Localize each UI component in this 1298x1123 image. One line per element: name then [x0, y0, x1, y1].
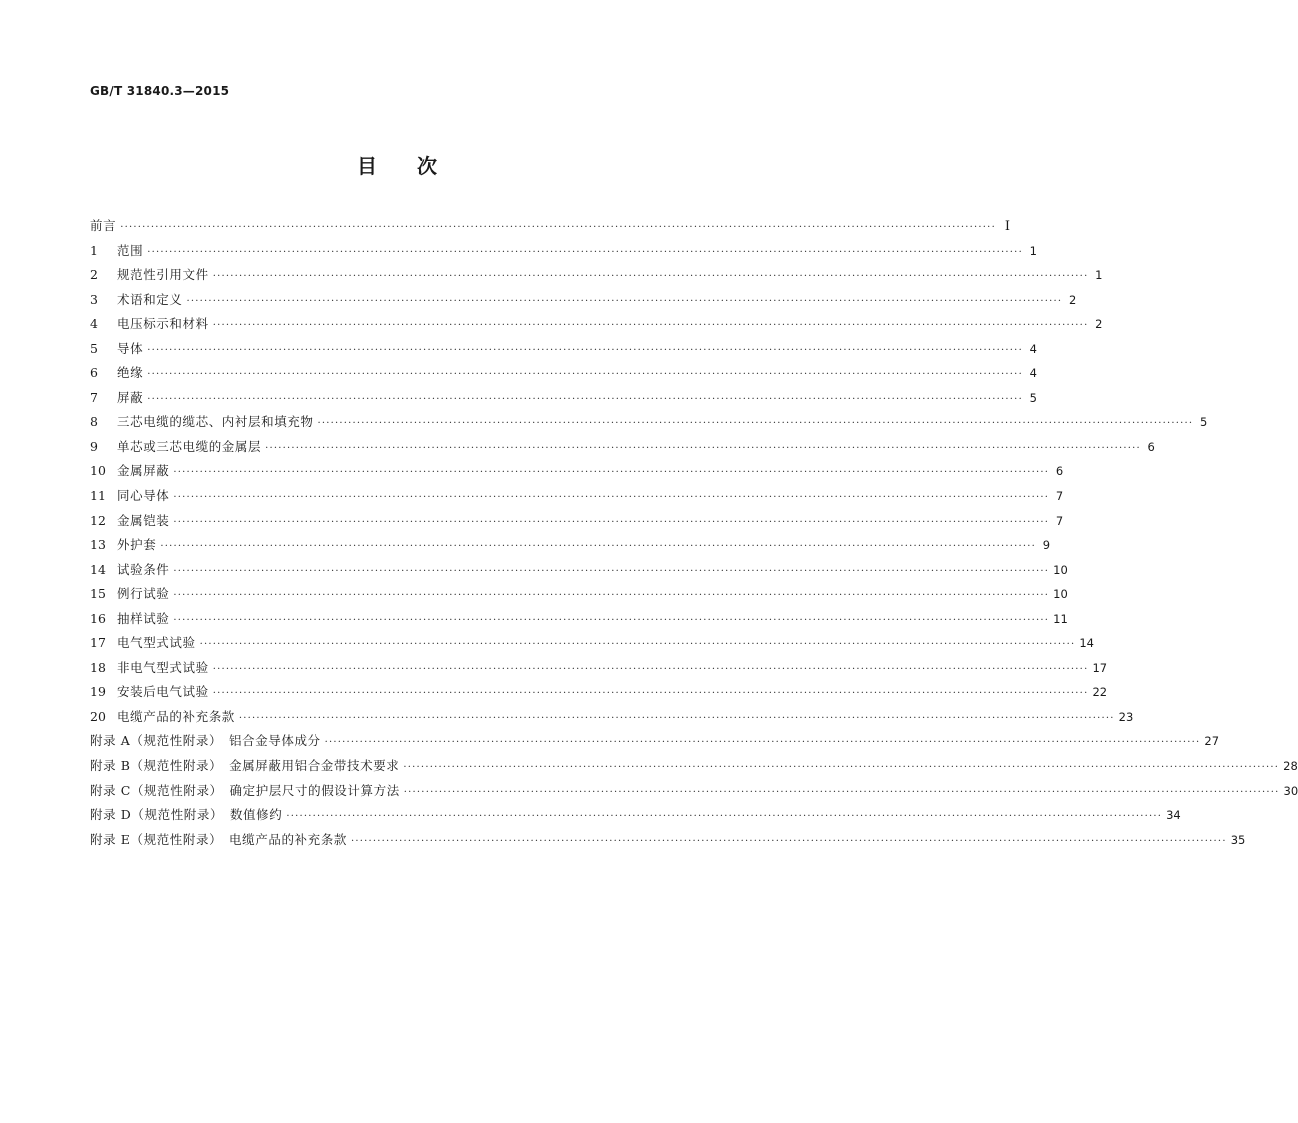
toc-entry-title: 附录 D（规范性附录） 数值修约: [90, 807, 283, 823]
toc-leader-dots: ········································································································································································································: [212, 663, 1089, 675]
table-of-contents: [90, 216, 1298, 854]
toc-entry-page: 2: [1095, 317, 1103, 332]
toc-entry[interactable]: [90, 658, 1108, 683]
toc-entry-page: 14: [1079, 636, 1094, 651]
toc-entry-number: 11: [90, 488, 106, 504]
toc-entry-title: 附录 C（规范性附录） 确定护层尺寸的假设计算方法: [90, 782, 400, 798]
toc-entry-title: 试验条件: [117, 561, 170, 577]
toc-entry-page: 1: [1029, 243, 1037, 258]
toc-entry[interactable]: [90, 437, 1155, 462]
toc-leader-dots: ········································································································································································································: [199, 639, 1076, 651]
toc-entry[interactable]: [90, 486, 1064, 511]
toc-entry-title: 金属屏蔽: [117, 463, 170, 479]
toc-entry[interactable]: [90, 290, 1077, 315]
toc-entry-number: 6: [90, 365, 98, 381]
toc-entry-page: 10: [1053, 562, 1068, 577]
toc-leader-dots: ········································································································································································································: [324, 737, 1201, 749]
toc-leader-dots: ········································································································································································································: [173, 467, 1050, 479]
toc-entry[interactable]: [90, 830, 1246, 855]
toc-entry[interactable]: [90, 241, 1037, 266]
toc-entry[interactable]: [90, 633, 1094, 658]
toc-entry-page: 27: [1204, 734, 1220, 749]
toc-entry-page: 7: [1055, 489, 1064, 504]
toc-entry[interactable]: [90, 707, 1134, 732]
toc-entry[interactable]: [90, 609, 1068, 634]
toc-entry-title: 非电气型式试验: [117, 659, 209, 675]
toc-entry-title: 同心导体: [117, 488, 170, 504]
toc-entry-title: 屏蔽: [117, 389, 144, 405]
toc-entry-number: 13: [90, 537, 106, 553]
toc-entry-number: 17: [90, 635, 106, 651]
toc-leader-dots: ········································································································································································································: [147, 246, 1023, 258]
toc-entry-number: 3: [90, 291, 98, 307]
toc-entry-number: 19: [90, 684, 106, 700]
toc-entry-title: 外护套: [117, 537, 157, 553]
toc-entry-page: 10: [1053, 587, 1068, 602]
toc-entry[interactable]: [90, 265, 1103, 290]
toc-leader-dots: ········································································································································································································: [147, 369, 1023, 381]
toc-entry[interactable]: [90, 511, 1064, 536]
toc-entry-page: 5: [1029, 390, 1037, 405]
toc-entry-title: 电缆产品的补充条款: [117, 708, 235, 724]
toc-entry-page: 22: [1092, 685, 1108, 700]
page-title: 目 次: [357, 154, 437, 178]
toc-entry-title: 附录 B（规范性附录） 金属屏蔽用铝合金带技术要求: [90, 758, 400, 774]
toc-entry-page: 35: [1230, 832, 1246, 847]
toc-entry-title: 例行试验: [117, 586, 170, 602]
toc-entry[interactable]: [90, 216, 1010, 241]
toc-entry-page: Ⅰ: [1004, 219, 1010, 234]
toc-leader-dots: ········································································································································································································: [403, 786, 1280, 798]
toc-entry-title: 安装后电气试验: [117, 684, 209, 700]
toc-entry-number: 8: [90, 414, 98, 430]
toc-entry-page: 17: [1092, 660, 1108, 675]
toc-entry[interactable]: [90, 461, 1064, 486]
toc-entry[interactable]: [90, 363, 1037, 388]
toc-entry-title: 绝缘: [117, 365, 144, 381]
toc-entry-page: 4: [1029, 341, 1037, 356]
toc-entry-title: 导体: [117, 340, 144, 356]
toc-leader-dots: ········································································································································································································: [173, 516, 1050, 528]
toc-entry[interactable]: [90, 781, 1298, 806]
toc-entry-title: 单芯或三芯电缆的金属层: [117, 438, 262, 454]
toc-entry-title: 抽样试验: [117, 610, 170, 626]
toc-entry-title: 范围: [117, 242, 144, 258]
toc-entry-number: 7: [90, 389, 98, 405]
toc-entry-number: 16: [90, 610, 106, 626]
toc-entry-title: 金属铠装: [117, 512, 170, 528]
toc-entry[interactable]: [90, 412, 1208, 437]
toc-leader-dots: ········································································································································································································: [317, 418, 1194, 430]
toc-entry-title: 附录 A（规范性附录） 铝合金导体成分: [90, 733, 321, 749]
toc-entry[interactable]: [90, 388, 1037, 413]
toc-entry-number: 9: [90, 438, 98, 454]
toc-leader-dots: ········································································································································································································: [212, 271, 1089, 283]
toc-leader-dots: ········································································································································································································: [120, 222, 996, 233]
toc-entry-title: 电压标示和材料: [117, 316, 209, 332]
toc-entry-title: 三芯电缆的缆芯、内衬层和填充物: [117, 414, 314, 430]
toc-entry-number: 1: [90, 242, 98, 258]
toc-entry[interactable]: [90, 731, 1220, 756]
toc-entry-number: 15: [90, 586, 106, 602]
toc-leader-dots: ········································································································································································································: [173, 565, 1050, 577]
toc-entry[interactable]: [90, 314, 1103, 339]
toc-leader-dots: ········································································································································································································: [147, 344, 1023, 356]
toc-leader-dots: ········································································································································································································: [265, 442, 1141, 454]
toc-entry-title: 附录 E（规范性附录） 电缆产品的补充条款: [90, 831, 347, 847]
toc-leader-dots: ········································································································································································································: [238, 712, 1115, 724]
toc-entry-page: 5: [1199, 415, 1208, 430]
toc-entry-page: 7: [1055, 513, 1064, 528]
toc-entry-number: 2: [90, 267, 98, 283]
toc-entry[interactable]: [90, 560, 1068, 585]
toc-leader-dots: ········································································································································································································: [286, 811, 1163, 823]
toc-entry-page: 4: [1029, 366, 1037, 381]
toc-leader-dots: ········································································································································································································: [212, 320, 1089, 332]
toc-entry-page: 6: [1147, 439, 1155, 454]
standard-code: GB/T 31840.3—2015: [90, 84, 230, 98]
toc-leader-dots: ········································································································································································································: [350, 835, 1227, 847]
toc-leader-dots: ········································································································································································································: [147, 393, 1023, 405]
toc-leader-dots: ········································································································································································································: [212, 688, 1089, 700]
toc-entry-page: 11: [1053, 611, 1068, 626]
toc-entry-title: 规范性引用文件: [117, 267, 209, 283]
toc-entry-page: 2: [1068, 292, 1077, 307]
toc-entry-number: 4: [90, 316, 98, 332]
toc-entry-title: 电气型式试验: [117, 635, 196, 651]
toc-entry-number: 12: [90, 512, 106, 528]
toc-leader-dots: ········································································································································································································: [160, 541, 1037, 553]
toc-entry-number: 18: [90, 659, 106, 675]
toc-entry[interactable]: [90, 682, 1108, 707]
toc-entry[interactable]: [90, 756, 1298, 781]
toc-entry-page: 1: [1095, 268, 1103, 283]
toc-leader-dots: ········································································································································································································: [186, 295, 1063, 307]
toc-entry-page: 28: [1283, 759, 1298, 774]
toc-entry[interactable]: [90, 535, 1051, 560]
toc-leader-dots: ········································································································································································································: [173, 614, 1050, 626]
toc-entry-page: 9: [1042, 538, 1051, 553]
toc-entry-page: 23: [1118, 709, 1134, 724]
toc-leader-dots: ········································································································································································································: [173, 492, 1050, 504]
toc-entry-number: 5: [90, 340, 98, 356]
toc-entry[interactable]: [90, 339, 1037, 364]
toc-entry-title: 术语和定义: [117, 291, 183, 307]
toc-entry-title: 前言: [90, 218, 117, 233]
toc-entry-page: 34: [1166, 808, 1181, 823]
toc-entry[interactable]: [90, 805, 1181, 830]
toc-entry-number: 10: [90, 463, 106, 479]
toc-entry-page: 30: [1283, 783, 1298, 798]
toc-entry[interactable]: [90, 584, 1068, 609]
toc-leader-dots: ········································································································································································································: [173, 590, 1050, 602]
toc-leader-dots: ········································································································································································································: [403, 762, 1280, 774]
toc-entry-number: 20: [90, 708, 106, 724]
toc-entry-number: 14: [90, 561, 106, 577]
toc-entry-page: 6: [1055, 464, 1064, 479]
